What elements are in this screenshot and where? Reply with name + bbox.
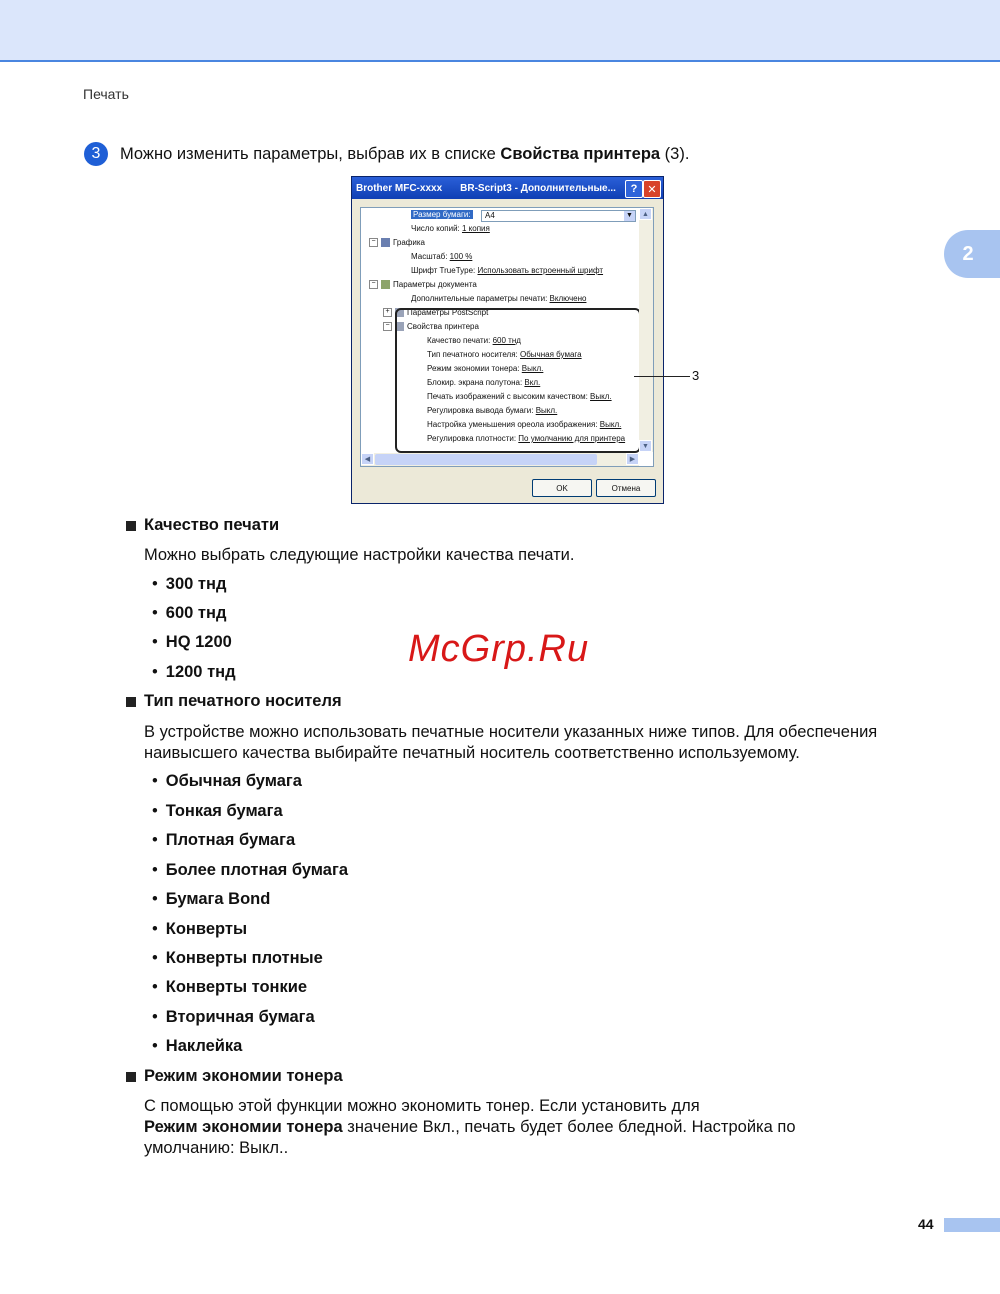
tree-item-scale[interactable]: Масштаб: 100 % xyxy=(411,252,473,261)
tree-item-hq-images[interactable]: Печать изображений с высоким качеством: Выкл. xyxy=(427,392,612,401)
list-item: • Наклейка xyxy=(152,1037,242,1056)
list-item: • Более плотная бумага xyxy=(152,861,348,880)
paragraph-line: умолчанию: Выкл.. xyxy=(144,1139,289,1157)
scroll-up-icon[interactable]: ▲ xyxy=(639,208,652,220)
collapse-icon[interactable]: − xyxy=(383,322,392,331)
tree-item-copies[interactable]: Число копий: 1 копия xyxy=(411,224,490,233)
chapter-tab[interactable]: 2 xyxy=(944,230,1000,278)
close-icon[interactable]: ✕ xyxy=(643,180,661,198)
graphics-icon xyxy=(381,238,390,247)
step-text: Можно изменить параметры, выбрав их в списке Свойства принтера (3). xyxy=(120,144,690,163)
expand-icon[interactable]: + xyxy=(383,308,392,317)
dialog-title-bar xyxy=(352,177,663,199)
callout-highlight-box xyxy=(395,308,641,453)
scroll-thumb[interactable] xyxy=(375,454,597,465)
tree-item-media-type[interactable]: Тип печатного носителя: Обычная бумага xyxy=(427,350,582,359)
step-3 xyxy=(84,142,689,166)
list-item: • Плотная бумага xyxy=(152,831,295,850)
collapse-icon[interactable]: − xyxy=(369,238,378,247)
dialog-title-left: Brother MFC-xxxx xyxy=(356,182,443,194)
heading-media-type: Тип печатного носителя xyxy=(126,692,342,711)
page-number-bar xyxy=(944,1218,1000,1232)
watermark: McGrp.Ru xyxy=(408,628,590,670)
paper-size-combo[interactable]: A4 ▼ xyxy=(481,210,636,222)
options-tree[interactable] xyxy=(360,207,654,467)
callout-number: 3 xyxy=(692,368,700,383)
paragraph-line: наивысшего качества выбирайте печатный носитель соответственно используемому. xyxy=(144,744,800,762)
callout-line xyxy=(634,376,690,377)
scroll-down-icon[interactable]: ▼ xyxy=(639,440,652,452)
chevron-down-icon[interactable]: ▼ xyxy=(624,211,635,221)
dialog-title-right: BR-Script3 - Дополнительные... xyxy=(460,182,616,194)
advanced-options-dialog xyxy=(351,176,664,504)
horizontal-scrollbar[interactable] xyxy=(361,453,639,466)
square-bullet-icon xyxy=(126,697,136,707)
list-item: • 1200 тнд xyxy=(152,663,236,682)
tree-item-paper-output[interactable]: Регулировка вывода бумаги: Выкл. xyxy=(427,406,558,415)
list-item: • Конверты тонкие xyxy=(152,978,307,997)
heading-print-quality: Качество печати xyxy=(126,516,279,535)
list-item: • Конверты плотные xyxy=(152,949,323,968)
tree-item-halo-reduction[interactable]: Настройка уменьшения ореола изображения: Выкл. xyxy=(427,420,622,429)
tree-item-document-options[interactable]: − Параметры документа xyxy=(369,280,477,289)
list-item: • HQ 1200 xyxy=(152,633,232,652)
vertical-scrollbar[interactable] xyxy=(639,208,653,452)
paragraph-line: В устройстве можно использовать печатные носители указанных ниже типов. Для обеспечения xyxy=(144,723,878,741)
help-icon[interactable]: ? xyxy=(625,180,643,198)
tree-item-density[interactable]: Регулировка плотности: По умолчанию для принтера xyxy=(427,434,626,443)
heading-toner-save: Режим экономии тонера xyxy=(126,1067,343,1086)
list-item: • Бумага Bond xyxy=(152,890,270,909)
paragraph-line: С помощью этой функции можно экономить тонер. Если установить для xyxy=(144,1097,700,1115)
tree-item-graphics[interactable]: − Графика xyxy=(369,238,425,247)
cancel-button[interactable]: Отмена xyxy=(596,479,656,497)
tree-item-postscript[interactable]: + Параметры PostScript xyxy=(383,308,488,317)
tree-item-print-quality[interactable]: Качество печати: 600 тнд xyxy=(427,336,521,345)
paragraph: Можно выбрать следующие настройки качества печати. xyxy=(144,546,575,564)
square-bullet-icon xyxy=(126,521,136,531)
document-options-icon xyxy=(381,280,390,289)
section-label: Печать xyxy=(83,86,129,102)
list-item: • Обычная бумага xyxy=(152,772,302,791)
tree-item-paper-size[interactable]: Размер бумаги: xyxy=(413,210,471,219)
tree-item-toner-save[interactable]: Режим экономии тонера: Выкл. xyxy=(427,364,544,373)
tree-item-truetype[interactable]: Шрифт TrueType: Использовать встроенный шрифт xyxy=(411,266,604,275)
tree-item-halftone-lock[interactable]: Блокир. экрана полутона: Вкл. xyxy=(427,378,541,387)
ok-button[interactable]: OK xyxy=(532,479,592,497)
list-item: • 300 тнд xyxy=(152,575,226,594)
list-item: • Конверты xyxy=(152,920,247,939)
scroll-right-icon[interactable]: ▶ xyxy=(626,453,639,465)
tree-item-printer-properties[interactable]: − Свойства принтера xyxy=(383,322,479,331)
square-bullet-icon xyxy=(126,1072,136,1082)
list-item: • Вторичная бумага xyxy=(152,1008,315,1027)
scroll-left-icon[interactable]: ◀ xyxy=(361,453,374,465)
step-number-badge: 3 xyxy=(84,142,108,166)
tree-item-advanced-printing[interactable]: Дополнительные параметры печати: Включено xyxy=(411,294,587,303)
list-item: • 600 тнд xyxy=(152,604,226,623)
paragraph-line: Режим экономии тонера значение Вкл., печать будет более бледной. Настройка по xyxy=(144,1118,796,1136)
list-item: • Тонкая бумага xyxy=(152,802,283,821)
collapse-icon[interactable]: − xyxy=(369,280,378,289)
page-number: 44 xyxy=(918,1216,934,1232)
header-bar xyxy=(0,0,1000,62)
